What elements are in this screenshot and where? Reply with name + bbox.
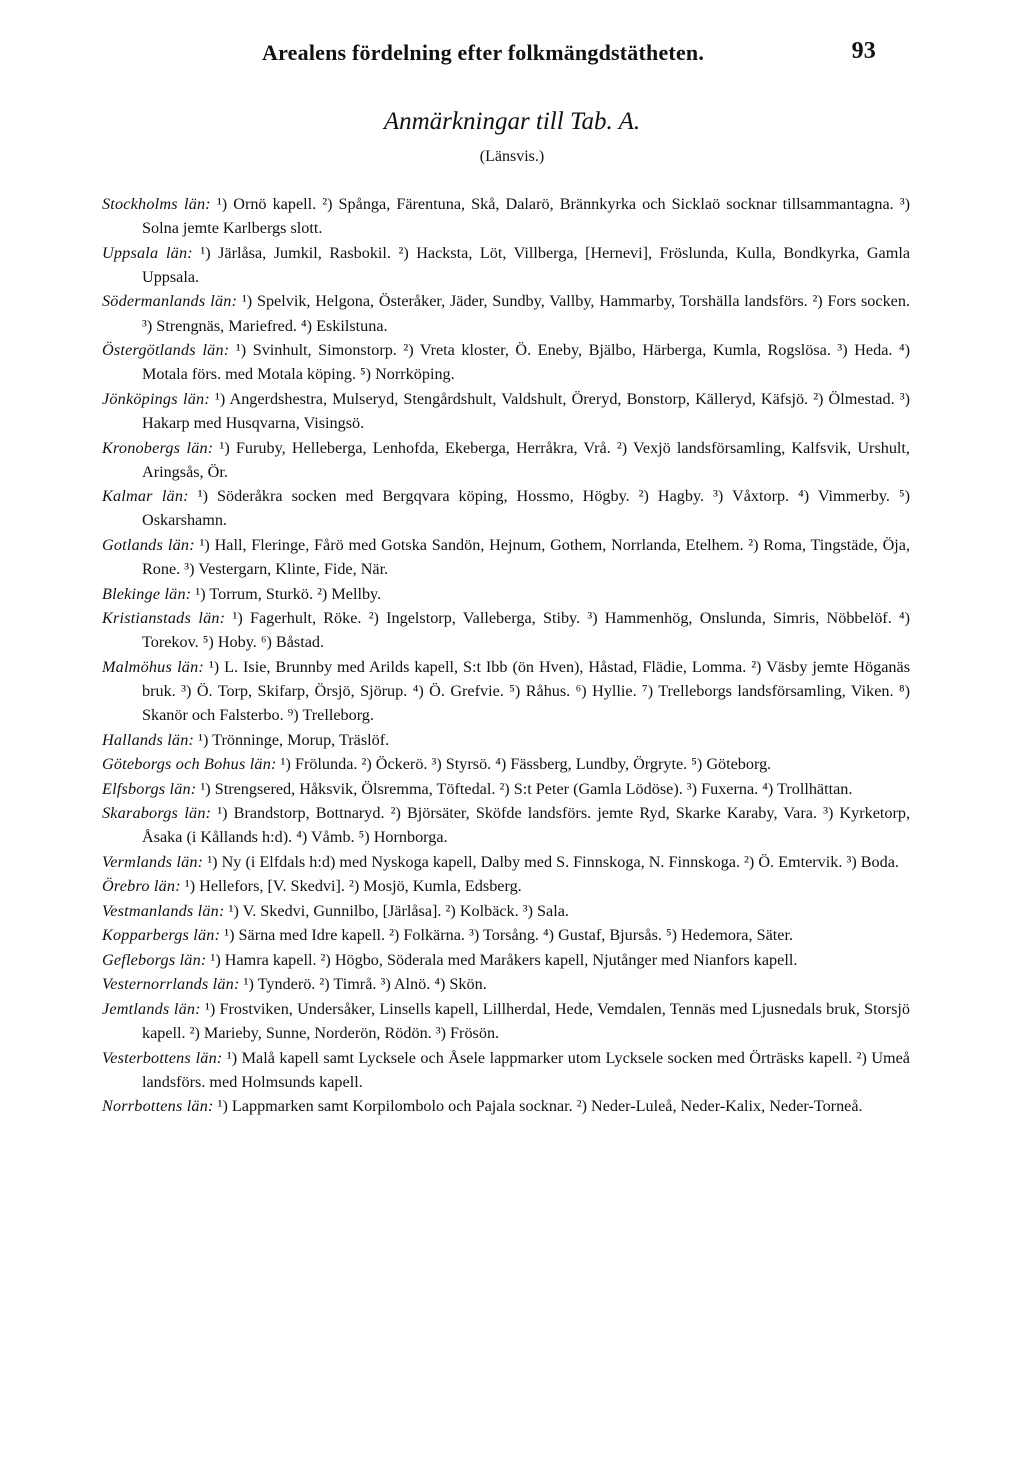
- note-text: ¹) Spelvik, Helgona, Österåker, Jäder, Sundby, Vallby, Hammarby, Torshälla landsförs. ²) Fors socken. ³) Strengnäs, Mariefred. ⁴) Eskilstuna.: [142, 292, 910, 335]
- note-entry: [102, 192, 910, 240]
- county-name: Kalmar län:: [102, 487, 189, 506]
- note-text: ¹) Söderåkra socken med Bergqvara köping, Hossmo, Högby. ²) Hagby. ³) Våxtorp. ⁴) Vimmerby. ⁵) Oskarshamn.: [142, 487, 911, 530]
- county-name: Vestmanlands län:: [102, 901, 225, 920]
- county-name: Stockholms län:: [102, 195, 211, 213]
- note-entry: [102, 899, 910, 923]
- note-entry: [102, 923, 910, 947]
- note-entry: [102, 1094, 910, 1118]
- note-entry: [102, 533, 910, 581]
- note-entry: [102, 728, 910, 752]
- notes-list: [102, 192, 910, 1119]
- county-name: Elfsborgs län:: [102, 779, 197, 798]
- note-text: ¹) Järlåsa, Jumkil, Rasbokil. ²) Hacksta, Löt, Villberga, [Hernevi], Fröslunda, Kulla, Bondkyrka, Gamla Uppsala.: [142, 243, 911, 286]
- note-entry: [102, 752, 910, 776]
- running-title: Arealens fördelning efter folkmängdstätheten.: [262, 40, 705, 65]
- note-text: ¹) Brandstorp, Bottnaryd. ²) Björsäter, Sköfde landsförs. jemte Ryd, Skarke Karaby, Vara. ³) Kyrketorp, Åsaka (i Kållands h:d). ⁴) Våmb. ⁵) Hornborga.: [142, 804, 911, 847]
- note-text: ¹) Hamra kapell. ²) Högbo, Söderala med Maråkers kapell, Njutånger med Nianfors kapell.: [206, 950, 798, 969]
- note-text: ¹) Fagerhult, Röke. ²) Ingelstorp, Valleberga, Stiby. ³) Hammenhög, Onslunda, Simris, Nöbbelöf. ⁴) Torekov. ⁵) Hoby. ⁶) Båstad.: [142, 609, 910, 652]
- note-text: ¹) Trönninge, Morup, Träslöf.: [194, 730, 390, 749]
- note-text: ¹) L. Isie, Brunnby med Arilds kapell, S:t Ibb (ön Hven), Håstad, Flädie, Lomma. ²) Väsby jemte Höganäs bruk. ³) Ö. Torp, Skifarp, Örsjö, Sjörup. ⁴) Ö. Grefvie. ⁵) Råhus. ⁶) Hyllie. ⁷) Trelleborgs landsförsamling, Viken. ⁸) Skanör och Falsterbo. ⁹) Trelleborg.: [142, 657, 910, 725]
- note-text: ¹) Frostviken, Undersåker, Linsells kapell, Lillherdal, Hede, Vemdalen, Tennäs med Ljusnedals bruk, Storsjö kapell. ²) Marieby, Sunne, Norderön, Rödön. ³) Frösön.: [142, 999, 911, 1043]
- note-text: ¹) V. Skedvi, Gunnilbo, [Järlåsa]. ²) Kolbäck. ³) Sala.: [224, 901, 569, 920]
- note-text: ¹) Malå kapell samt Lycksele och Åsele lappmarker utom Lycksele socken med Örträsks kapell. ²) Umeå landsförs. med Holmsunds kapell.: [142, 1048, 910, 1091]
- note-text: ¹) Svinhult, Simonstorp. ²) Vreta kloster, Ö. Eneby, Bjälbo, Härberga, Kumla, Rogslösa. ³) Heda. ⁴) Motala förs. med Motala köping. ⁵) Norrköping.: [142, 341, 910, 384]
- running-header: [262, 40, 884, 74]
- county-name: Jönköpings län:: [102, 389, 210, 408]
- note-text: ¹) Strengsered, Håksvik, Ölsremma, Töftedal. ²) S:t Peter (Gamla Lödöse). ³) Fuxerna. ⁴) Trollhättan.: [196, 779, 853, 798]
- note-entry: [102, 874, 910, 898]
- note-entry: [102, 387, 910, 435]
- note-entry: [102, 777, 910, 801]
- section-subheading: (Länsvis.): [479, 148, 545, 165]
- county-name: Malmöhus län:: [102, 657, 204, 676]
- note-entry: [102, 655, 910, 728]
- county-name: Norrbottens län:: [102, 1097, 214, 1116]
- note-entry: [102, 582, 910, 606]
- county-name: Vermlands län:: [102, 852, 204, 871]
- note-text: ¹) Tynderö. ²) Timrå. ³) Alnö. ⁴) Skön.: [239, 975, 487, 994]
- county-name: Kristianstads län:: [102, 609, 226, 628]
- county-name: Vesternorrlands län:: [102, 975, 240, 994]
- note-entry: [102, 997, 910, 1045]
- page-number: 93: [851, 38, 876, 64]
- section-heading: Anmärkningar till Tab. A.: [383, 108, 641, 135]
- note-entry: [102, 850, 910, 874]
- county-name: Göteborgs och Bohus län:: [102, 755, 277, 774]
- note-text: ¹) Ornö kapell. ²) Spånga, Färentuna, Skå, Dalarö, Brännkyrka och Sicklaö socknar tillsammantagna. ³) Solna jemte Karlbergs slott.: [142, 195, 910, 238]
- note-text: ¹) Angerdshestra, Mulseryd, Stengårdshult, Valdshult, Öreryd, Bonstorp, Källeryd, Käfsjö. ²) Ölmestad. ³) Hakarp med Husqvarna, Visingsö.: [142, 389, 910, 433]
- note-entry: [102, 606, 910, 654]
- note-text: ¹) Ny (i Elfdals h:d) med Nyskoga kapell, Dalby med S. Finnskoga, N. Finnskoga. ²) Ö. Emtervik. ³) Boda.: [203, 852, 899, 871]
- note-entry: [102, 801, 910, 849]
- county-name: Jemtlands län:: [102, 999, 201, 1018]
- county-name: Blekinge län:: [102, 584, 192, 603]
- county-name: Gefleborgs län:: [102, 950, 207, 969]
- note-text: ¹) Särna med Idre kapell. ²) Folkärna. ³) Torsång. ⁴) Gustaf, Bjursås. ⁵) Hedemora, Säter.: [220, 926, 794, 945]
- note-entry: [102, 972, 910, 996]
- note-entry: [102, 289, 910, 337]
- county-name: Kopparbergs län:: [102, 926, 221, 945]
- note-entry: [102, 1046, 910, 1094]
- note-entry: [102, 948, 910, 972]
- note-entry: [102, 484, 910, 532]
- note-text: ¹) Hellefors, [V. Skedvi]. ²) Mosjö, Kumla, Edsberg.: [180, 877, 522, 896]
- county-name: Kronobergs län:: [102, 438, 214, 457]
- county-name: Södermanlands län:: [102, 292, 238, 311]
- note-entry: [102, 241, 910, 289]
- county-name: Vesterbottens län:: [102, 1048, 223, 1067]
- county-name: Hallands län:: [102, 730, 195, 749]
- county-name: Skaraborgs län:: [102, 804, 212, 823]
- county-name: Östergötlands län:: [102, 341, 230, 360]
- county-name: Uppsala län:: [102, 243, 193, 262]
- note-text: ¹) Lappmarken samt Korpilombolo och Pajala socknar. ²) Neder-Luleå, Neder-Kalix, Neder-Torneå.: [213, 1097, 863, 1116]
- note-text: ¹) Torrum, Sturkö. ²) Mellby.: [191, 584, 382, 603]
- note-entry: [102, 338, 910, 386]
- county-name: Örebro län:: [102, 877, 181, 896]
- note-text: ¹) Furuby, Helleberga, Lenhofda, Ekeberga, Herråkra, Vrå. ²) Vexjö landsförsamling, Kalfsvik, Urshult, Aringsås, Ör.: [142, 438, 910, 481]
- note-entry: [102, 436, 910, 484]
- note-text: ¹) Frölunda. ²) Öckerö. ³) Styrsö. ⁴) Fässberg, Lundby, Örgryte. ⁵) Göteborg.: [276, 755, 772, 774]
- note-text: ¹) Hall, Fleringe, Fårö med Gotska Sandön, Hejnum, Gothem, Norrlanda, Etelhem. ²) Roma, Tingstäde, Öja, Rone. ³) Vestergarn, Klinte, Fide, När.: [142, 535, 910, 579]
- county-name: Gotlands län:: [102, 535, 195, 554]
